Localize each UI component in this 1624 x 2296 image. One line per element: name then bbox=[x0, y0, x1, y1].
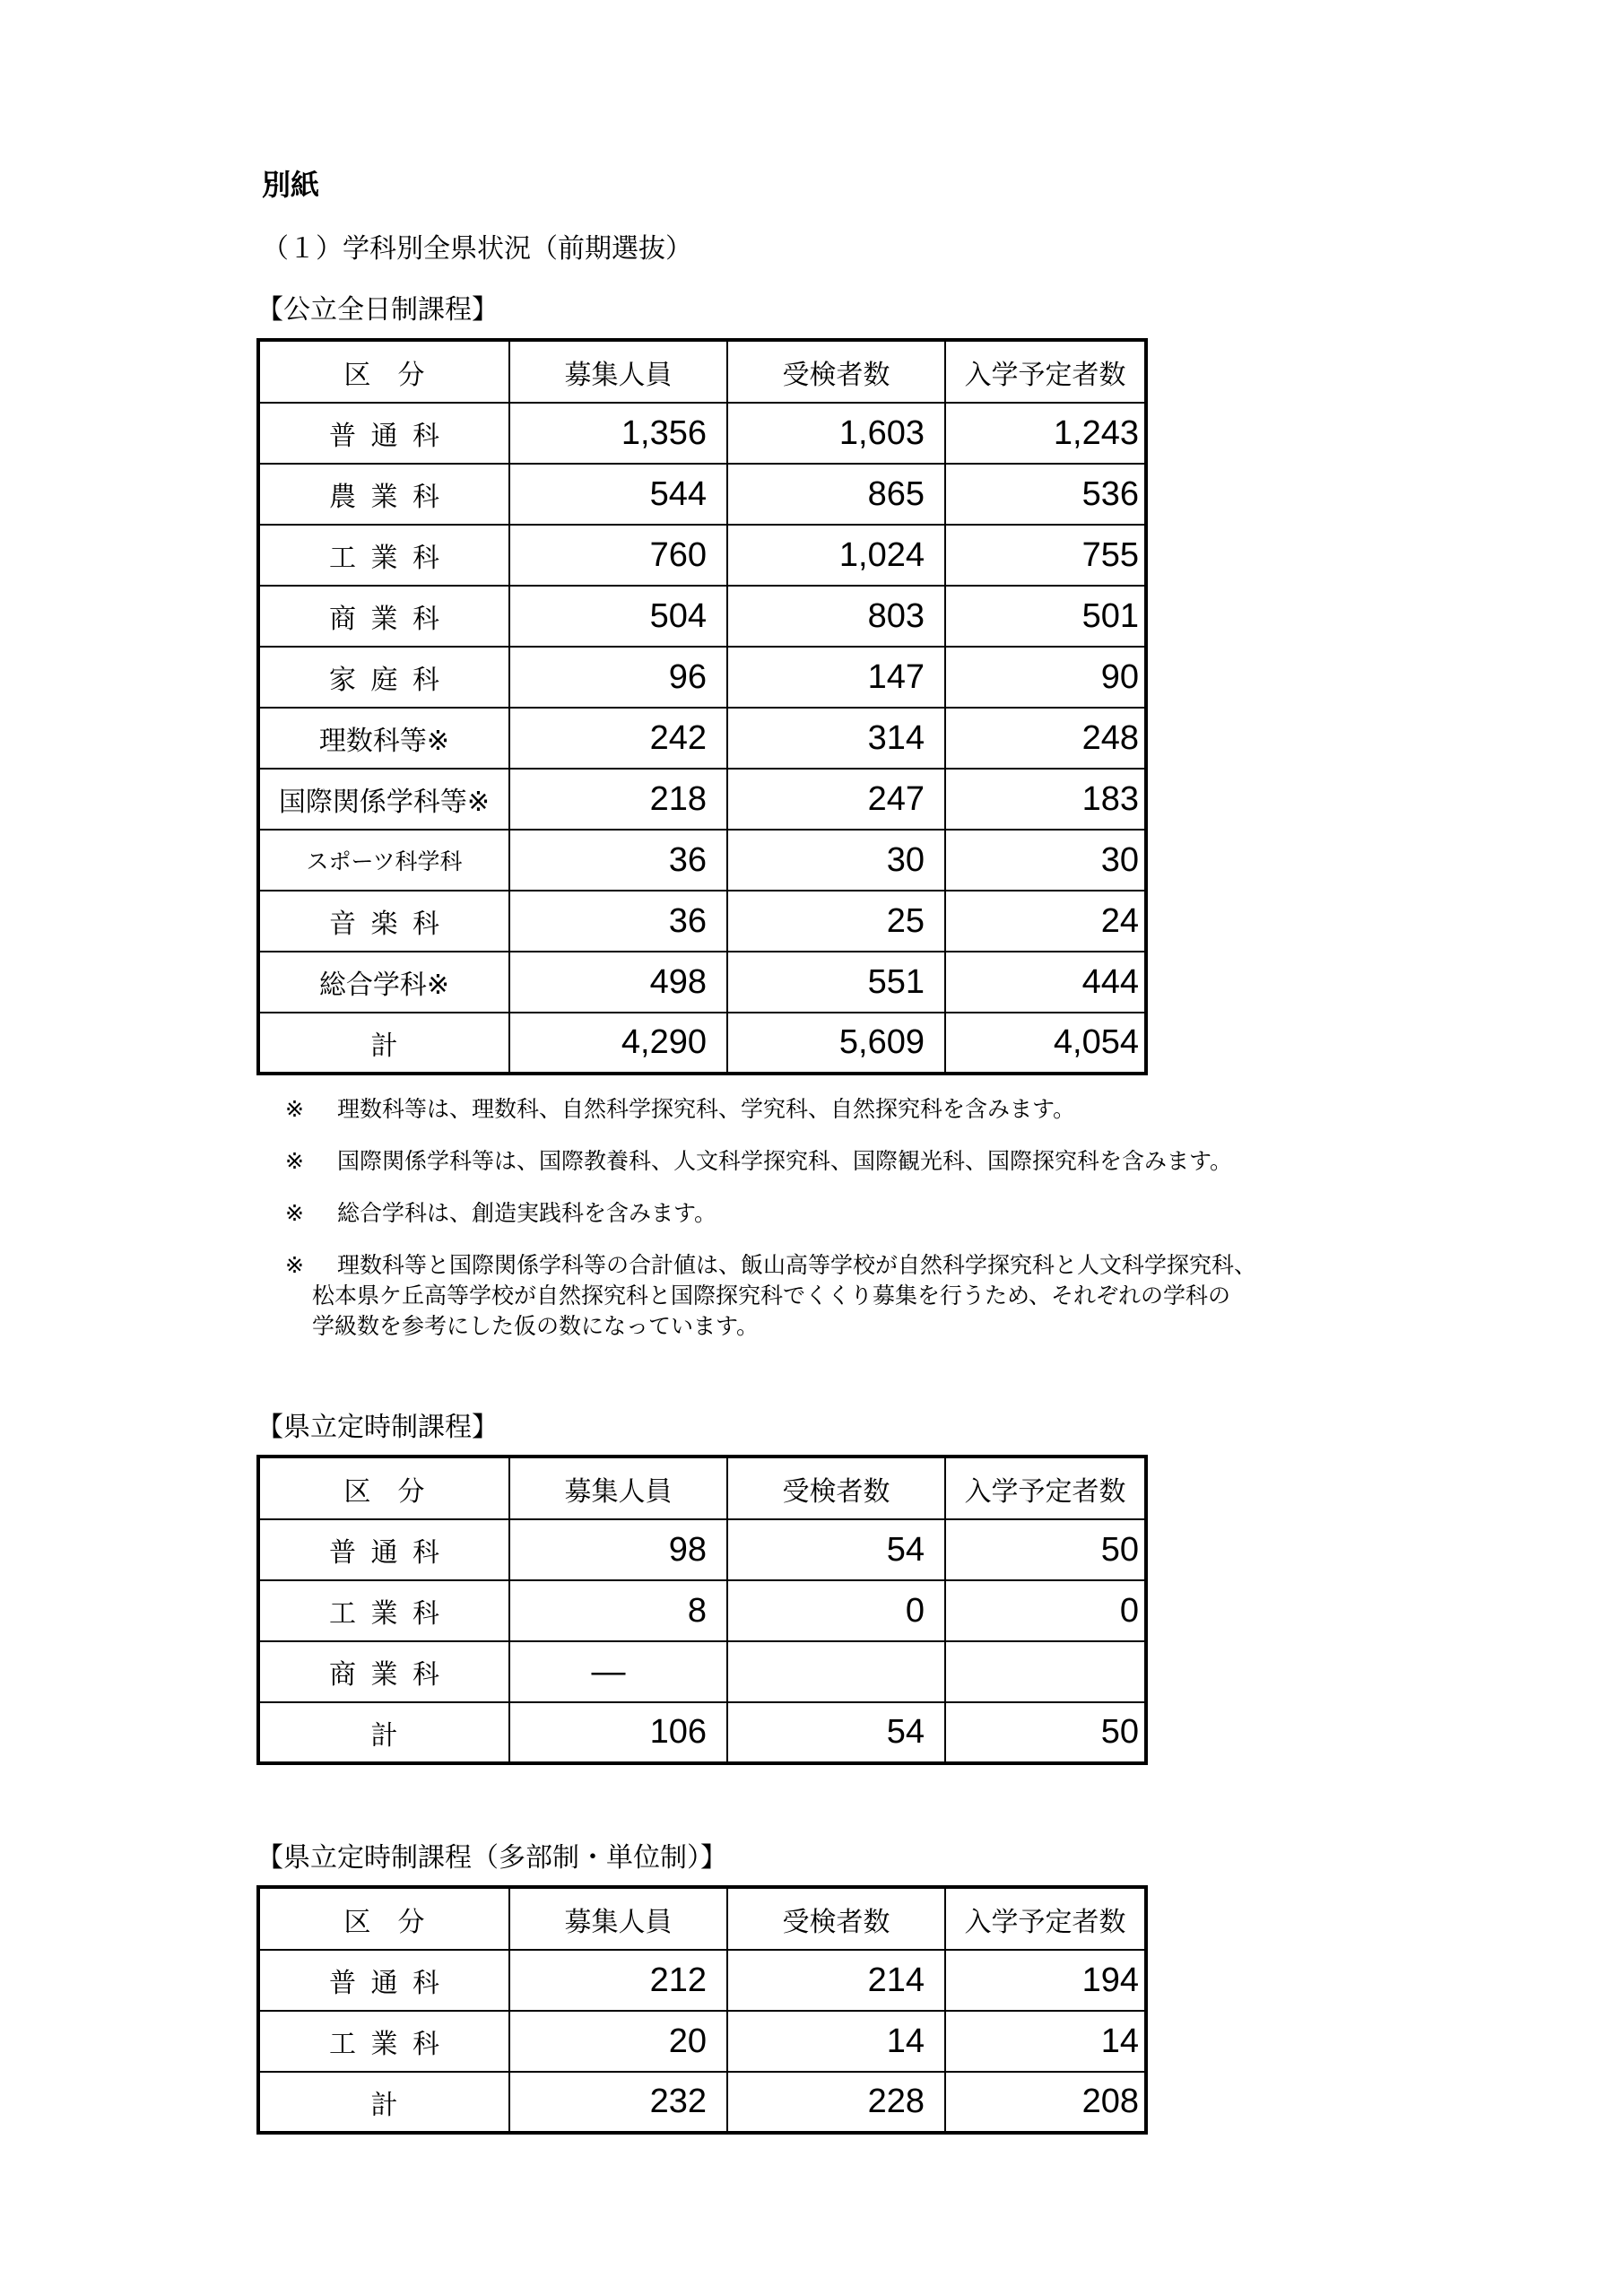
table-row bbox=[258, 830, 1146, 891]
header-admitted: 入学予定者数 bbox=[945, 1887, 1146, 1950]
row-admitted: 90 bbox=[945, 647, 1146, 708]
table-row bbox=[258, 891, 1146, 952]
row-category: スポーツ科学科 bbox=[258, 830, 509, 891]
header-examinees: 受検者数 bbox=[727, 1887, 945, 1950]
row-recruit: 8 bbox=[509, 1580, 727, 1641]
page-label: 別紙 bbox=[262, 168, 320, 202]
row-examinees: 551 bbox=[727, 952, 945, 1013]
table-row bbox=[258, 464, 1146, 525]
row-recruit: 1,356 bbox=[509, 403, 727, 464]
row-recruit: 36 bbox=[509, 891, 727, 952]
table-header-row bbox=[258, 1887, 1146, 1950]
row-recruit: 218 bbox=[509, 769, 727, 830]
header-admitted: 入学予定者数 bbox=[945, 1457, 1146, 1519]
row-admitted: 30 bbox=[945, 830, 1146, 891]
row-category: 家庭科 bbox=[258, 647, 509, 708]
header-category: 区 分 bbox=[258, 340, 509, 403]
table-row bbox=[258, 708, 1146, 769]
note-4 bbox=[285, 1250, 1256, 1342]
note-mark: ※ bbox=[285, 1096, 304, 1122]
section1-title: 【公立全日制課程】 bbox=[256, 294, 499, 326]
row-recruit: 20 bbox=[509, 2011, 727, 2072]
row-admitted: 0 bbox=[945, 1580, 1146, 1641]
row-admitted: 444 bbox=[945, 952, 1146, 1013]
table-row bbox=[258, 1013, 1146, 1074]
table-header-row bbox=[258, 1457, 1146, 1519]
header-recruit: 募集人員 bbox=[509, 340, 727, 403]
row-category: 工業科 bbox=[258, 2011, 509, 2072]
row-admitted: 24 bbox=[945, 891, 1146, 952]
row-examinees: 54 bbox=[727, 1519, 945, 1580]
table-row bbox=[258, 403, 1146, 464]
table-row bbox=[258, 647, 1146, 708]
table-row bbox=[258, 2072, 1146, 2133]
note-3 bbox=[285, 1198, 716, 1229]
table-row bbox=[258, 1580, 1146, 1641]
row-recruit: 4,290 bbox=[509, 1013, 727, 1074]
header-examinees: 受検者数 bbox=[727, 340, 945, 403]
table-row bbox=[258, 1950, 1146, 2011]
row-recruit: 504 bbox=[509, 586, 727, 647]
row-category: 国際関係学科等※ bbox=[258, 769, 509, 830]
table-row bbox=[258, 1641, 1146, 1702]
row-examinees bbox=[727, 1641, 945, 1702]
section3-table bbox=[256, 1885, 1148, 2135]
row-recruit: ― bbox=[509, 1641, 727, 1702]
note-text-line-1: 理数科等と国際関係学科等の合計値は、飯山高等学校が自然科学探究科と人文科学探究科、 bbox=[337, 1252, 1257, 1278]
row-examinees: 14 bbox=[727, 2011, 945, 2072]
row-recruit: 242 bbox=[509, 708, 727, 769]
row-category: 普通科 bbox=[258, 1950, 509, 2011]
row-examinees: 228 bbox=[727, 2072, 945, 2133]
table-row bbox=[258, 2011, 1146, 2072]
row-examinees: 30 bbox=[727, 830, 945, 891]
header-admitted: 入学予定者数 bbox=[945, 340, 1146, 403]
note-mark: ※ bbox=[285, 1252, 304, 1278]
row-category: 理数科等※ bbox=[258, 708, 509, 769]
row-recruit: 498 bbox=[509, 952, 727, 1013]
table-header-row bbox=[258, 340, 1146, 403]
row-examinees: 214 bbox=[727, 1950, 945, 2011]
row-category: 音楽科 bbox=[258, 891, 509, 952]
row-admitted: 4,054 bbox=[945, 1013, 1146, 1074]
row-admitted: 501 bbox=[945, 586, 1146, 647]
row-admitted: 755 bbox=[945, 525, 1146, 586]
row-recruit: 106 bbox=[509, 1702, 727, 1763]
header-category: 区 分 bbox=[258, 1457, 509, 1519]
header-recruit: 募集人員 bbox=[509, 1887, 727, 1950]
note-2 bbox=[285, 1146, 1232, 1177]
header-examinees: 受検者数 bbox=[727, 1457, 945, 1519]
row-admitted: 14 bbox=[945, 2011, 1146, 2072]
row-examinees: 1,024 bbox=[727, 525, 945, 586]
table-row bbox=[258, 525, 1146, 586]
row-category: 総合学科※ bbox=[258, 952, 509, 1013]
row-admitted: 248 bbox=[945, 708, 1146, 769]
row-examinees: 314 bbox=[727, 708, 945, 769]
note-text: 理数科等は、理数科、自然科学探究科、学究科、自然探究科を含みます。 bbox=[337, 1096, 1076, 1122]
row-examinees: 25 bbox=[727, 891, 945, 952]
row-admitted bbox=[945, 1641, 1146, 1702]
row-admitted: 50 bbox=[945, 1519, 1146, 1580]
note-mark: ※ bbox=[285, 1148, 304, 1174]
row-examinees: 803 bbox=[727, 586, 945, 647]
section2-title: 【県立定時制課程】 bbox=[256, 1412, 499, 1443]
row-admitted: 536 bbox=[945, 464, 1146, 525]
note-text-line-3: 学級数を参考にした仮の数になっています。 bbox=[312, 1313, 760, 1339]
note-text: 総合学科は、創造実践科を含みます。 bbox=[337, 1200, 717, 1226]
row-examinees: 1,603 bbox=[727, 403, 945, 464]
row-category: 工業科 bbox=[258, 1580, 509, 1641]
note-text: 国際関係学科等は、国際教養科、人文科学探究科、国際観光科、国際探究科を含みます。 bbox=[337, 1148, 1233, 1174]
header-recruit: 募集人員 bbox=[509, 1457, 727, 1519]
row-admitted: 50 bbox=[945, 1702, 1146, 1763]
row-recruit: 212 bbox=[509, 1950, 727, 2011]
page-subtitle: （１）学科別全県状況（前期選抜） bbox=[262, 233, 692, 265]
row-examinees: 147 bbox=[727, 647, 945, 708]
note-1 bbox=[285, 1094, 1075, 1125]
row-examinees: 865 bbox=[727, 464, 945, 525]
row-category: 商業科 bbox=[258, 1641, 509, 1702]
table-row bbox=[258, 952, 1146, 1013]
row-admitted: 183 bbox=[945, 769, 1146, 830]
row-category: 農業科 bbox=[258, 464, 509, 525]
note-mark: ※ bbox=[285, 1200, 304, 1226]
note-text-line-2: 松本県ケ丘高等学校が自然探究科と国際探究科でくくり募集を行うため、それぞれの学科の bbox=[312, 1283, 1231, 1309]
row-admitted: 1,243 bbox=[945, 403, 1146, 464]
table-row bbox=[258, 1702, 1146, 1763]
row-category: 普通科 bbox=[258, 403, 509, 464]
row-category: 計 bbox=[258, 1013, 509, 1074]
row-category: 商業科 bbox=[258, 586, 509, 647]
row-admitted: 194 bbox=[945, 1950, 1146, 2011]
row-category: 計 bbox=[258, 2072, 509, 2133]
row-admitted: 208 bbox=[945, 2072, 1146, 2133]
row-examinees: 247 bbox=[727, 769, 945, 830]
row-examinees: 5,609 bbox=[727, 1013, 945, 1074]
section3-title: 【県立定時制課程（多部制・単位制）】 bbox=[256, 1842, 727, 1874]
row-recruit: 232 bbox=[509, 2072, 727, 2133]
row-examinees: 0 bbox=[727, 1580, 945, 1641]
section2-table bbox=[256, 1455, 1148, 1765]
table-row bbox=[258, 586, 1146, 647]
row-recruit: 544 bbox=[509, 464, 727, 525]
row-category: 工業科 bbox=[258, 525, 509, 586]
row-category: 計 bbox=[258, 1702, 509, 1763]
table-row bbox=[258, 1519, 1146, 1580]
header-category: 区 分 bbox=[258, 1887, 509, 1950]
row-examinees: 54 bbox=[727, 1702, 945, 1763]
row-recruit: 36 bbox=[509, 830, 727, 891]
row-category: 普通科 bbox=[258, 1519, 509, 1580]
row-recruit: 96 bbox=[509, 647, 727, 708]
table-row bbox=[258, 769, 1146, 830]
section1-table bbox=[256, 338, 1148, 1075]
row-recruit: 98 bbox=[509, 1519, 727, 1580]
row-recruit: 760 bbox=[509, 525, 727, 586]
